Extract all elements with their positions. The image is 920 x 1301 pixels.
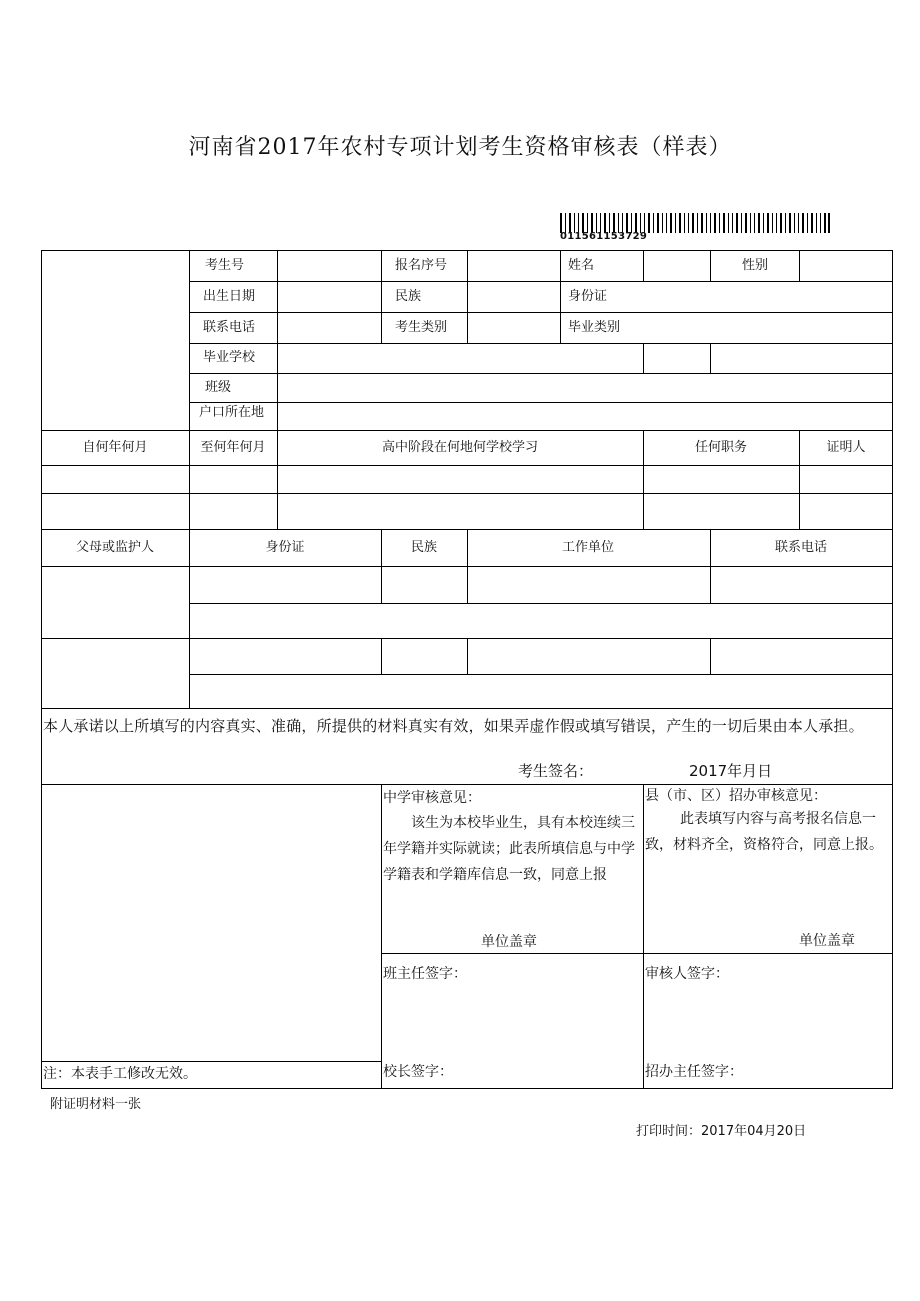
pledge-sign-label: 考生签名： [518,762,594,780]
barcode-number: 011561153729 [560,231,648,242]
label-exam-no: 考生号 [205,258,245,273]
parents-guardian: 父母或监护人 [75,540,155,555]
county-review-heading: 县（市、区）招办审核意见： [645,788,827,804]
label-class: 班级 [205,380,232,395]
label-id-card: 身份证 [568,289,608,304]
school-review-stamp: 单位盖章 [481,934,537,950]
label-grad-type: 毕业类别 [568,320,621,335]
history-from: 自何年何月 [82,440,148,455]
history-where: 高中阶段在何地何学校学习 [381,440,539,455]
review-form [41,250,893,1090]
page-title: 河南省2017年农村专项计划考生资格审核表（样表） [188,135,732,160]
print-time: 打印时间：2017年04月20日 [636,1124,807,1139]
reviewer-sign-label: 审核人签字： [645,966,729,982]
history-to: 至何年何月 [200,440,266,455]
label-exam-type: 考生类别 [395,320,448,335]
history-witness: 证明人 [826,440,866,455]
label-school: 毕业学校 [203,350,256,365]
label-phone: 联系电话 [203,320,256,335]
parents-ethnicity: 民族 [410,540,438,555]
barcode [560,213,830,233]
director-sign-label: 招办主任签字： [645,1064,743,1080]
county-review-body: 此表填写内容与高考报名信息一致，材料齐全，资格符合，同意上报。 [645,811,883,853]
principal-sign-label: 校长签字： [383,1064,453,1080]
label-gender: 性别 [742,258,769,273]
label-hukou: 户口所在地 [199,405,265,420]
pledge-text: 本人承诺以上所填写的内容真实、准确，所提供的材料真实有效，如果弄虚作假或填写错误，产生的一切后果由本人承担。 [43,717,864,735]
label-birth: 出生日期 [203,289,256,304]
label-reg-no: 报名序号 [395,258,448,273]
county-review-stamp: 单位盖章 [799,933,855,949]
parents-phone: 联系电话 [774,540,828,555]
history-duty: 任何职务 [694,440,748,455]
parents-employer: 工作单位 [561,540,615,555]
note-text: 注：本表手工修改无效。 [43,1066,197,1082]
parents-id-card: 身份证 [265,540,305,555]
attachment-note: 附证明材料一张 [50,1097,142,1112]
pledge-date: 2017年月日 [689,762,773,780]
label-ethnicity: 民族 [395,289,422,304]
label-name: 姓名 [568,258,595,273]
school-review-heading: 中学审核意见： [383,790,481,806]
school-review-body: 该生为本校毕业生，具有本校连续三年学籍并实际就读；此表所填信息与中学学籍表和学籍库信息一致，同意上报 [383,815,635,883]
teacher-sign-label: 班主任签字： [383,966,467,982]
